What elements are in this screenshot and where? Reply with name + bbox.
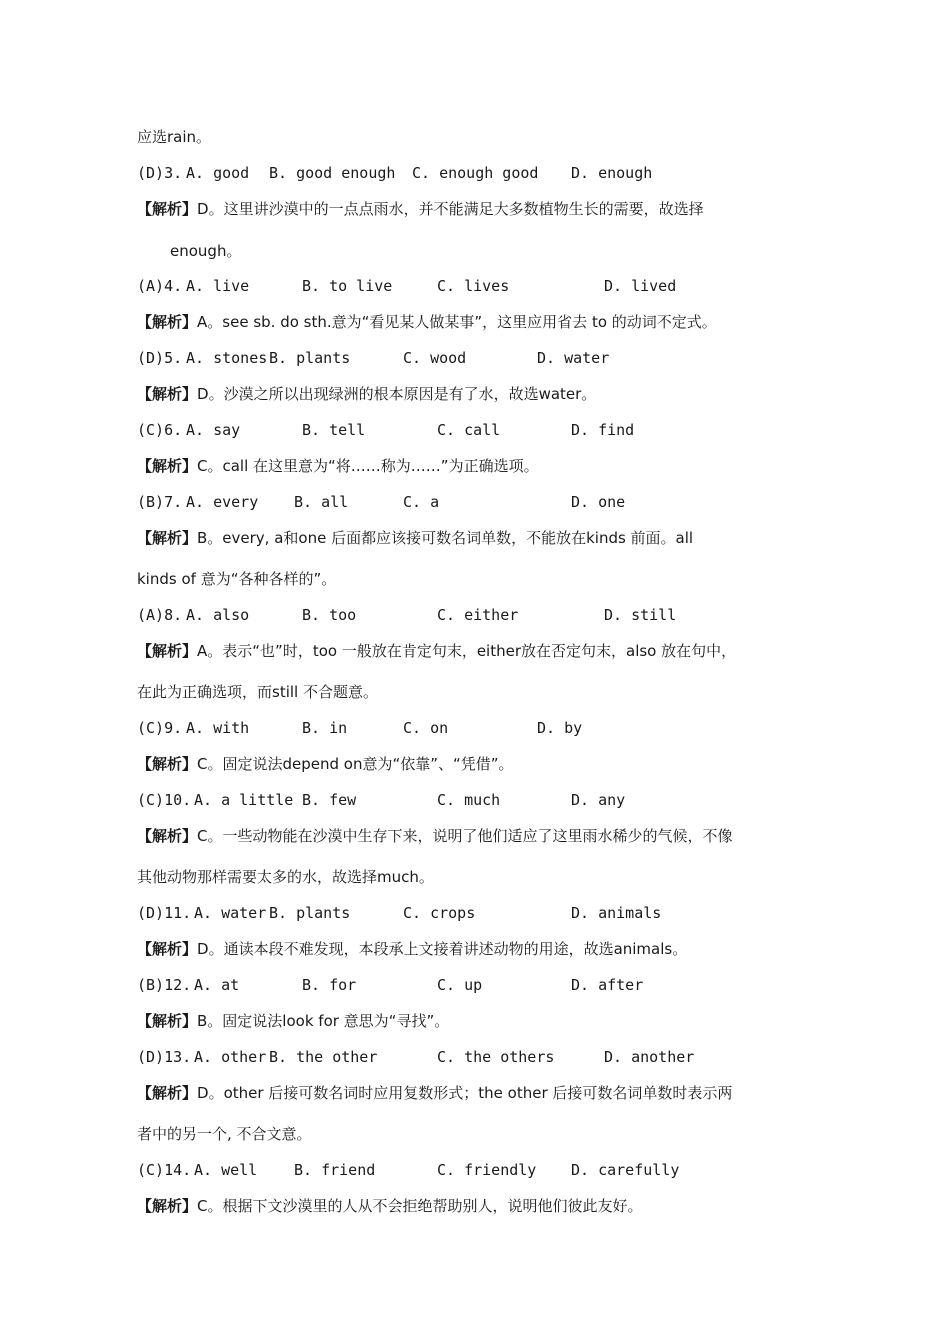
option-b: B. tell bbox=[302, 421, 366, 439]
option-d: D. by bbox=[537, 719, 583, 737]
option-a: A. at bbox=[194, 976, 240, 994]
option-d: D. enough bbox=[571, 164, 653, 182]
explanation-5 bbox=[137, 384, 596, 404]
option-a: A. live bbox=[186, 277, 250, 295]
explanation-12 bbox=[137, 1011, 449, 1031]
option-d: D. one bbox=[571, 493, 626, 511]
option-a: A. water bbox=[194, 904, 267, 922]
explanation-tag: 【解析】 bbox=[137, 457, 198, 475]
question-10 bbox=[137, 790, 837, 810]
explanation-text: A。表示“也”时，too 一般放在肯定句末，either放在否定句末，also 放在句中， bbox=[197, 642, 737, 660]
option-a: A. every bbox=[186, 493, 259, 511]
option-b: B. to live bbox=[302, 277, 393, 295]
answer-label: (B)7. bbox=[137, 493, 183, 511]
explanation-13 bbox=[137, 1083, 732, 1103]
explanation-10 bbox=[137, 826, 733, 846]
option-b: B. good enough bbox=[269, 164, 396, 182]
explanation-text: C。固定说法depend on意为“依靠”、“凭借”。 bbox=[197, 755, 514, 773]
answer-label: (D)5. bbox=[137, 349, 183, 367]
option-d: D. any bbox=[571, 791, 626, 809]
option-d: D. lived bbox=[604, 277, 677, 295]
option-c: C. much bbox=[437, 791, 501, 809]
option-c: C. call bbox=[437, 421, 501, 439]
explanation-text: C。call 在这里意为“将……称为……”为正确选项。 bbox=[197, 457, 539, 475]
explanation-11 bbox=[137, 939, 687, 959]
option-c: C. crops bbox=[403, 904, 476, 922]
answer-label: (A)8. bbox=[137, 606, 183, 624]
answer-label: (D)11. bbox=[137, 904, 192, 922]
question-12 bbox=[137, 975, 837, 995]
explanation-tag: 【解析】 bbox=[137, 200, 198, 218]
option-d: D. still bbox=[604, 606, 677, 624]
explanation-tag: 【解析】 bbox=[137, 827, 198, 845]
explanation-tag: 【解析】 bbox=[137, 1197, 198, 1215]
explanation-tag: 【解析】 bbox=[137, 1084, 198, 1102]
explanation-tag: 【解析】 bbox=[137, 529, 198, 547]
option-a: A. say bbox=[186, 421, 241, 439]
option-c: C. the others bbox=[437, 1048, 555, 1066]
explanation-text: B。固定说法look for 意思为“寻找”。 bbox=[197, 1012, 450, 1030]
option-c: C. a bbox=[403, 493, 440, 511]
option-d: D. after bbox=[571, 976, 644, 994]
explanation-tag: 【解析】 bbox=[137, 1012, 198, 1030]
question-7 bbox=[137, 492, 837, 512]
answer-label: (C)14. bbox=[137, 1161, 192, 1179]
question-14 bbox=[137, 1160, 837, 1180]
text-line: 应选rain。 bbox=[137, 128, 212, 146]
option-b: B. plants bbox=[269, 349, 351, 367]
explanation-tag: 【解析】 bbox=[137, 940, 198, 958]
option-c: C. friendly bbox=[437, 1161, 537, 1179]
question-6 bbox=[137, 420, 837, 440]
option-d: D. carefully bbox=[571, 1161, 680, 1179]
question-4 bbox=[137, 276, 837, 296]
option-c: C. enough good bbox=[412, 164, 539, 182]
answer-label: (A)4. bbox=[137, 277, 183, 295]
explanation-text: B。every, a和one 后面都应该接可数名词单数，不能放在kinds 前面。all bbox=[197, 529, 694, 547]
option-b: B. few bbox=[302, 791, 357, 809]
explanation-tag: 【解析】 bbox=[137, 642, 198, 660]
option-b: B. too bbox=[302, 606, 357, 624]
option-d: D. animals bbox=[571, 904, 662, 922]
explanation-3 bbox=[137, 199, 704, 219]
text-line: kinds of 意为“各种各样的”。 bbox=[137, 570, 337, 588]
explanation-tag: 【解析】 bbox=[137, 755, 198, 773]
option-b: B. friend bbox=[294, 1161, 376, 1179]
option-b: B. in bbox=[302, 719, 348, 737]
explanation-6 bbox=[137, 456, 539, 476]
option-a: A. well bbox=[194, 1161, 258, 1179]
option-b: B. plants bbox=[269, 904, 351, 922]
option-a: A. also bbox=[186, 606, 250, 624]
explanation-tag: 【解析】 bbox=[137, 313, 198, 331]
option-a: A. with bbox=[186, 719, 250, 737]
explanation-7 bbox=[137, 528, 693, 548]
explanation-text: D。这里讲沙漠中的一点点雨水，并不能满足大多数植物生长的需要，故选择 bbox=[197, 200, 704, 218]
answer-label: (D)3. bbox=[137, 164, 183, 182]
option-a: A. other bbox=[194, 1048, 267, 1066]
option-d: D. another bbox=[604, 1048, 695, 1066]
option-a: A. a little bbox=[194, 791, 294, 809]
option-b: B. all bbox=[294, 493, 349, 511]
explanation-text: C。根据下文沙漠里的人从不会拒绝帮助别人，说明他们彼此友好。 bbox=[197, 1197, 643, 1215]
explanation-14 bbox=[137, 1196, 643, 1216]
question-3 bbox=[137, 163, 837, 183]
explanation-9 bbox=[137, 754, 514, 774]
explanation-text: D。other 后接可数名词时应用复数形式；the other 后接可数名词单数时表示两 bbox=[197, 1084, 733, 1102]
option-a: A. stones bbox=[186, 349, 268, 367]
option-c: C. either bbox=[437, 606, 519, 624]
answer-label: (C)6. bbox=[137, 421, 183, 439]
question-13 bbox=[137, 1047, 837, 1067]
explanation-8 bbox=[137, 641, 736, 661]
option-a: A. good bbox=[186, 164, 250, 182]
explanation-text: D。通读本段不难发现，本段承上文接着讲述动物的用途，故选animals。 bbox=[197, 940, 688, 958]
text-line: 者中的另一个, 不合文意。 bbox=[137, 1125, 312, 1143]
question-9 bbox=[137, 718, 837, 738]
option-c: C. lives bbox=[437, 277, 510, 295]
option-c: C. wood bbox=[403, 349, 467, 367]
text-line: 在此为正确选项，而still 不合题意。 bbox=[137, 683, 378, 701]
explanation-continuation: enough。 bbox=[170, 242, 242, 260]
answer-label: (C)9. bbox=[137, 719, 183, 737]
question-11 bbox=[137, 903, 837, 923]
question-5 bbox=[137, 348, 837, 368]
explanation-text: D。沙漠之所以出现绿洲的根本原因是有了水，故选water。 bbox=[197, 385, 597, 403]
explanation-text: C。一些动物能在沙漠中生存下来，说明了他们适应了这里雨水稀少的气候，不像 bbox=[197, 827, 733, 845]
question-8 bbox=[137, 605, 837, 625]
text-line: 其他动物那样需要太多的水，故选择much。 bbox=[137, 868, 434, 886]
answer-label: (B)12. bbox=[137, 976, 192, 994]
option-d: D. find bbox=[571, 421, 635, 439]
answer-label: (C)10. bbox=[137, 791, 192, 809]
explanation-4 bbox=[137, 312, 717, 332]
explanation-tag: 【解析】 bbox=[137, 385, 198, 403]
option-b: B. the other bbox=[269, 1048, 378, 1066]
option-c: C. up bbox=[437, 976, 483, 994]
answer-label: (D)13. bbox=[137, 1048, 192, 1066]
option-d: D. water bbox=[537, 349, 610, 367]
option-c: C. on bbox=[403, 719, 449, 737]
explanation-text: A。see sb. do sth.意为“看见某人做某事”，这里应用省去 to 的动词不定式。 bbox=[197, 313, 717, 331]
option-b: B. for bbox=[302, 976, 357, 994]
